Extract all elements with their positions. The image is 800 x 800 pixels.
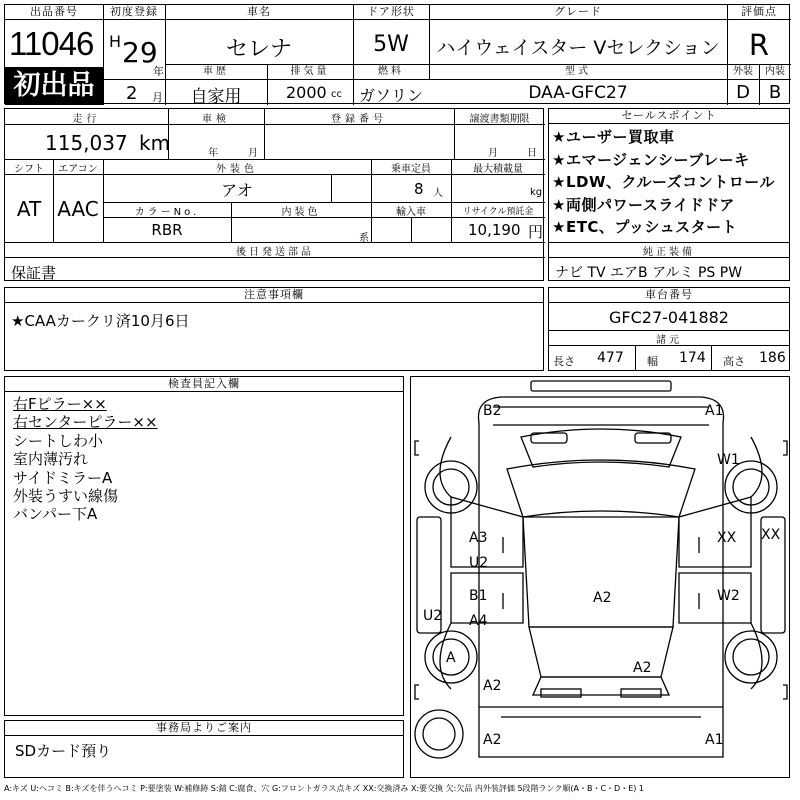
equipment-value: ナビ TV エアB アルミ PS PW: [555, 265, 743, 281]
score: R: [748, 28, 770, 62]
damage-mark: A3: [469, 530, 488, 546]
office-value: SDカード預り: [15, 742, 112, 760]
color-no-value: RBR: [151, 221, 183, 239]
car-name: セレナ: [225, 37, 292, 62]
height-value: 186: [759, 350, 786, 366]
office-box: [4, 720, 404, 778]
int-color-label: 内装色: [281, 207, 321, 218]
car-name-label: 車名: [165, 5, 353, 20]
sales-points-box: [548, 108, 790, 281]
inspector-line: シートしわ小: [13, 431, 104, 450]
car-diagram: [410, 376, 790, 778]
displacement-unit: cc: [331, 89, 342, 100]
color-no-label: カラーNo.: [134, 207, 200, 218]
damage-mark: U2: [423, 608, 443, 624]
damage-mark: A2: [633, 660, 652, 676]
max-load-unit: kg: [530, 187, 543, 198]
inspector-label: 検査員記入欄: [5, 377, 403, 392]
damage-mark: W1: [717, 452, 740, 468]
ac-label: エアコン: [58, 164, 98, 175]
grade-label: グレード: [429, 5, 727, 20]
damage-mark: A: [446, 650, 456, 666]
door-type: 5W: [373, 32, 409, 57]
tailgate: [533, 677, 669, 695]
reg-year: 29: [122, 36, 158, 69]
shift-value: AT: [16, 197, 42, 221]
import-label: 輸入車: [396, 207, 426, 218]
lot-number: 11046: [9, 25, 94, 62]
notes-label: 注意事項欄: [5, 288, 543, 303]
history-label: 車歴: [203, 66, 229, 77]
width-value: 174: [679, 350, 706, 366]
dimensions-label: 諸元: [656, 335, 682, 346]
inspection-label: 車検: [202, 114, 230, 125]
height-label: 高さ: [723, 355, 745, 368]
plate-label: 登録番号: [331, 114, 387, 125]
recycle-label: リサイクル預託金: [462, 207, 534, 217]
tail-left: [541, 689, 581, 697]
body-outline: [478, 397, 723, 757]
displacement-label: 排気量: [290, 66, 330, 77]
right-front-door: [679, 497, 751, 567]
first-listing-badge: 初出品: [5, 67, 103, 105]
ext-eval-label: 外装: [733, 66, 753, 77]
fuel-label: 燃料: [378, 66, 404, 77]
transfer-day-unit: 日: [527, 148, 537, 159]
damage-mark: A1: [705, 732, 724, 748]
transfer-month-unit: 月: [488, 148, 498, 159]
windshield: [507, 460, 695, 517]
model-label: 型式: [565, 66, 591, 77]
wheel-front-left: [425, 461, 477, 513]
displacement-value: 2000: [286, 83, 327, 102]
grade: ハイウェイスター Vセレクション: [436, 37, 720, 59]
chassis-value: GFC27-041882: [609, 308, 729, 327]
rear-bumper: [479, 707, 723, 717]
transfer-label: 譲渡書類期限: [469, 114, 530, 125]
hood: [521, 429, 681, 467]
lot-label: 出品番号: [5, 5, 103, 20]
history-value: 自家用: [190, 87, 242, 107]
first-reg-label: 初度登録: [103, 5, 165, 20]
inspector-line: バンパー下A: [13, 505, 98, 524]
damage-mark: A2: [483, 678, 502, 694]
reg-month-unit: 月: [152, 91, 163, 104]
damage-mark: XX: [761, 527, 781, 543]
notes-value: ★CAAカークリ済10月6日: [11, 312, 190, 330]
inspector-lines: [13, 395, 158, 524]
sales-point-item: ★ユーザー買取車: [552, 128, 675, 146]
later-parts-label: 後日発送部品: [236, 247, 314, 258]
roof-strip: [531, 381, 671, 391]
capacity-value: 8: [414, 180, 424, 198]
sales-point-item: ★ETC、プッシュスタート: [552, 218, 738, 236]
mileage-unit: km: [139, 131, 171, 155]
shift-label: シフト: [14, 164, 44, 175]
recycle-unit: 円: [528, 223, 544, 241]
inspection-month-unit: 月: [248, 148, 258, 159]
header-box: [4, 4, 790, 107]
tail-right: [621, 689, 661, 697]
office-label: 事務局よりご案内: [5, 721, 403, 736]
sales-point-item: ★LDW、クルーズコントロール: [552, 173, 776, 191]
sales-point-item: ★両側パワースライドドア: [552, 196, 735, 214]
score-label: 評価点: [727, 5, 791, 20]
sales-points-label: セールスポイント: [549, 109, 789, 124]
chassis-box: [548, 287, 790, 371]
ext-color-label: 外装色: [216, 164, 258, 175]
inspector-line: 右センターピラー××: [13, 413, 158, 432]
length-value: 477: [597, 350, 624, 366]
reg-month: 2: [126, 83, 138, 104]
length-label: 長さ: [553, 355, 575, 368]
wheel-rear-right: [725, 631, 777, 683]
damage-mark: U2: [469, 555, 489, 571]
chassis-label: 車台番号: [549, 288, 789, 303]
ac-value: AAC: [57, 197, 99, 221]
car-diagram-svg: [411, 377, 791, 779]
width-label: 幅: [647, 355, 658, 368]
damage-mark: A2: [593, 590, 612, 606]
sales-point-item: ★エマージェンシーブレーキ: [552, 151, 750, 169]
int-eval-label: 内装: [765, 66, 785, 77]
damage-mark: A4: [469, 613, 488, 629]
recycle-value: 10,190: [468, 221, 521, 239]
reg-year-unit: 年: [153, 65, 164, 78]
equipment-label: 純正装備: [643, 247, 695, 258]
roof: [523, 517, 679, 627]
damage-mark: W2: [717, 588, 740, 604]
damage-mark: B2: [483, 403, 502, 419]
damage-mark: A2: [483, 732, 502, 748]
ext-color-value: アオ: [221, 181, 253, 200]
wheel-front-right: [725, 461, 777, 513]
capacity-unit: 人: [433, 188, 443, 199]
mileage-value: 115,037: [45, 131, 128, 155]
damage-mark: A1: [705, 403, 724, 419]
int-color-unit: 系: [359, 233, 369, 244]
inspector-line: 外装うすい線傷: [13, 487, 119, 506]
damage-mark: B1: [469, 588, 488, 604]
right-front-fender: [751, 437, 762, 497]
inspector-line: サイドミラーA: [13, 468, 113, 487]
spare-wheel: [415, 710, 463, 758]
door-label: ドア形状: [353, 5, 429, 20]
notes-box: [4, 287, 544, 371]
front-edge: [493, 407, 709, 425]
ext-eval: D: [736, 82, 750, 103]
int-eval: B: [768, 82, 782, 103]
fuel-value: ガソリン: [358, 86, 423, 105]
inspector-box: [4, 376, 404, 716]
inspection-year-unit: 年: [208, 148, 218, 159]
later-parts-value: 保証書: [11, 264, 57, 282]
vehicle-info-box: [4, 108, 544, 281]
right-rear-door: [679, 573, 751, 623]
era-letter: H: [109, 32, 122, 51]
inspector-line: 右Fピラー××: [13, 395, 107, 413]
legend: A:キズ U:ヘコミ B:キズを伴うヘコミ P:要塗装 W:補修跡 S:錆 C:腐食、穴 G:フロントガラス点キズ XX:交換済み X:要交換 欠:欠品 内外装評価 5段階ランク順(A・B・C・D・E) 1: [4, 784, 645, 793]
max-load-label: 最大積載量: [473, 164, 523, 175]
mileage-label: 走行: [72, 114, 101, 125]
model-value: DAA-GFC27: [528, 83, 628, 103]
damage-mark: XX: [717, 530, 737, 546]
inspector-line: 室内薄汚れ: [13, 450, 89, 469]
left-front-fender: [440, 437, 451, 497]
capacity-label: 乗車定員: [391, 164, 431, 175]
